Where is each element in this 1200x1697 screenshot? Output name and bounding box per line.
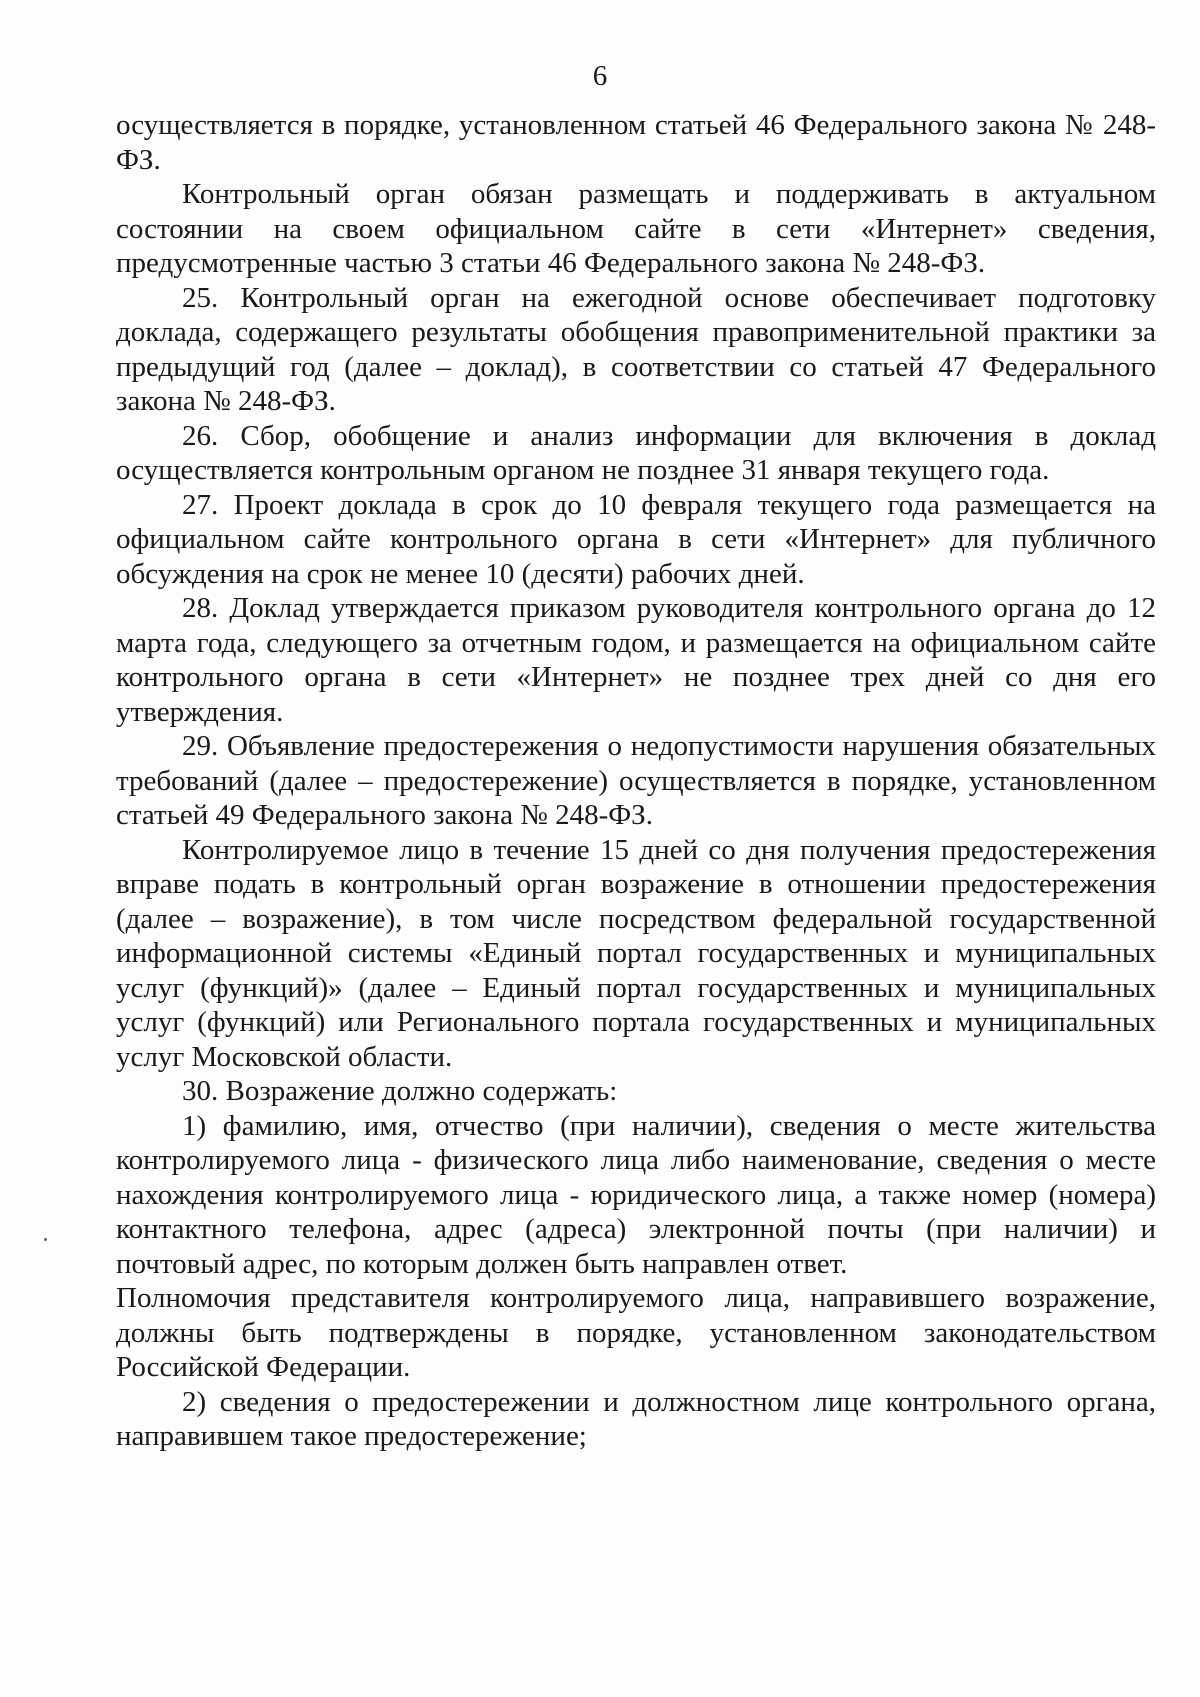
scan-speck: [44, 1238, 47, 1241]
paragraph-objection-right: Контролируемое лицо в течение 15 дней со дня получения предостережения вправе подать в контрольный орган возражение в отношении предостережения (далее – возражение), в том числе посредством федеральной государственной информационной системы «Единый портал государственных и муниципальных услуг (функций)» (далее – Единый портал государственных и муниципальных услуг (функций) или Регионального портала государственных и муниципальных услуг Московской области.: [116, 833, 1156, 1073]
page-number: 6: [592, 60, 608, 92]
paragraph-representative-powers: Полномочия представителя контролируемого лица, направившего возражение, должны быть подтверждены в порядке, установленном законодательством Российской Федерации.: [116, 1282, 1156, 1383]
paragraph-item-28: 28. Доклад утверждается приказом руководителя контрольного органа до 12 марта года, следующего за отчетным годом, и размещается на официальном сайте контрольного органа в сети «Интернет» не позднее трех дней со дня его утверждения.: [116, 592, 1156, 728]
document-body: [116, 108, 1156, 1454]
paragraph-subitem-1: 1) фамилию, имя, отчество (при наличии), сведения о месте жительства контролируемого лица - физического лица либо наименование, сведения о месте нахождения контролируемого лица - юридического лица, а также номер (номера) контактного телефона, адрес (адреса) электронной почты (при наличии) и почтовый адрес, по которым должен быть направлен ответ.: [116, 1109, 1156, 1280]
paragraph-item-25: 25. Контрольный орган на ежегодной основе обеспечивает подготовку доклада, содержащего результаты обобщения правоприменительной практики за предыдущий год (далее – доклад), в соответствии со статьей 47 Федерального закона № 248-ФЗ.: [116, 281, 1156, 417]
paragraph-item-27: 27. Проект доклада в срок до 10 февраля текущего года размещается на официальном сайте контрольного органа в сети «Интернет» для публичного обсуждения на срок не менее 10 (десяти) рабочих дней.: [116, 488, 1156, 590]
paragraph-item-29: 29. Объявление предостережения о недопустимости нарушения обязательных требований (далее – предостережение) осуществляется в порядке, установленном статьей 49 Федерального закона № 248-ФЗ.: [116, 730, 1156, 831]
paragraph-subitem-2: 2) сведения о предостережении и должностном лице контрольного органа, направившем такое предостережение;: [116, 1385, 1156, 1452]
paragraph-item-30: 30. Возражение должно содержать:: [182, 1075, 618, 1107]
paragraph-continuation: осуществляется в порядке, установленном статьей 46 Федерального закона № 248-ФЗ.: [116, 109, 1156, 176]
paragraph-website-info: Контрольный орган обязан размещать и поддерживать в актуальном состоянии на своем официальном сайте в сети «Интернет» сведения, предусмотренные частью 3 статьи 46 Федерального закона № 248-ФЗ.: [116, 178, 1156, 279]
paragraph-item-26: 26. Сбор, обобщение и анализ информации для включения в доклад осуществляется контрольным органом не позднее 31 января текущего года.: [116, 419, 1156, 486]
